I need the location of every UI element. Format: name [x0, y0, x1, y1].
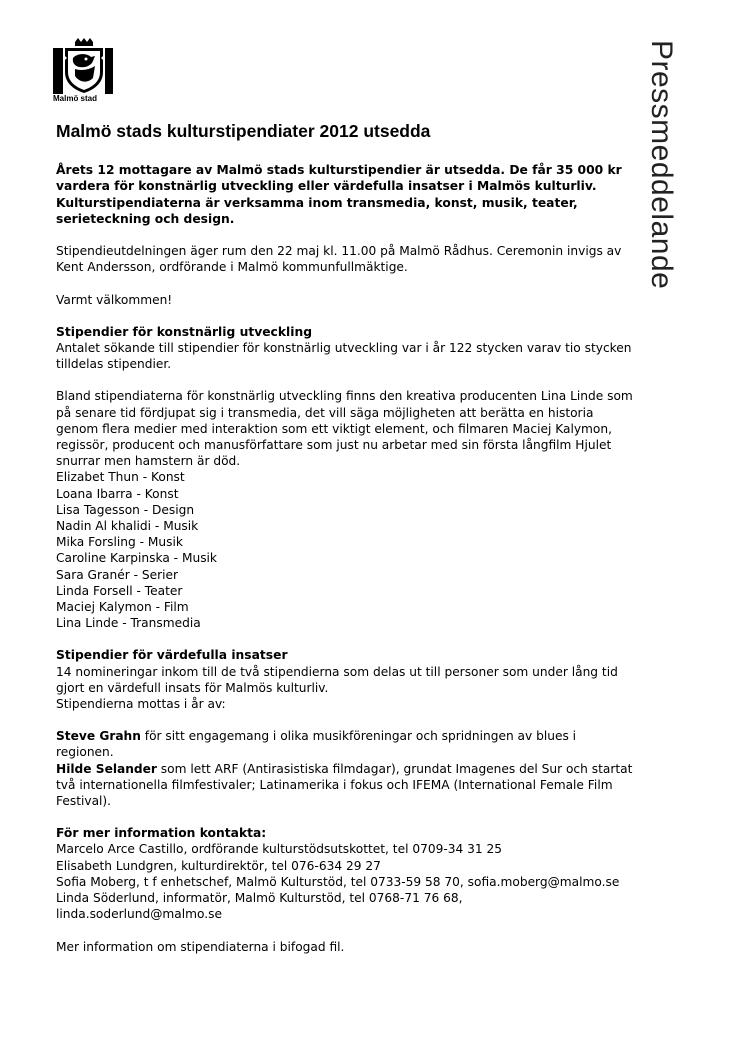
award1-name: Steve Grahn [56, 729, 141, 744]
malmo-stad-logo [53, 38, 113, 94]
section-valuable-text2: Stipendierna mottas i år av: [56, 697, 226, 712]
section-artistic-text1: Antalet sökande till stipendier för konstnärlig utveckling var i år 122 stycken varav tio stycken tilldelas stipendier. [56, 341, 632, 372]
list-item: Linda Forsell - Teater [56, 583, 183, 598]
section-heading-valuable: Stipendier för värdefulla insatser [56, 648, 288, 663]
press-release-body [56, 120, 636, 955]
contact-list [56, 841, 636, 922]
contact-line: Elisabeth Lundgren, kulturdirektör, tel 076-634 29 27 [56, 858, 381, 873]
list-item: Lina Linde - Transmedia [56, 616, 201, 631]
award2-name: Hilde Selander [56, 761, 157, 776]
footer-note: Mer information om stipendiaterna i bifogad fil. [56, 939, 345, 954]
list-item: Sara Granér - Serier [56, 567, 178, 582]
section-valuable-text1: 14 nomineringar inkom till de två stipendierna som delas ut till personer som under lång tid gjort en värdefull insats för Malmös kulturliv. [56, 664, 618, 695]
list-item: Elizabet Thun - Konst [56, 470, 185, 485]
intro-paragraph: Stipendieutdelningen äger rum den 22 maj kl. 11.00 på Malmö Rådhus. Ceremonin invigs av Kent Andersson, ordförande i Malmö kommunfullmäktige. [56, 244, 622, 275]
list-item: Loana Ibarra - Konst [56, 486, 179, 501]
award-steve-grahn [56, 728, 636, 760]
list-item: Lisa Tagesson - Design [56, 502, 195, 517]
contact-line: Linda Söderlund, informatör, Malmö Kulturstöd, tel 0768-71 76 68, [56, 891, 463, 906]
contact-line: Sofia Moberg, t f enhetschef, Malmö Kulturstöd, tel 0733-59 58 70, sofia.moberg@malmo.se [56, 874, 620, 889]
logo-label: Malmö stad [53, 94, 98, 103]
section-heading-artistic: Stipendier för konstnärlig utveckling [56, 324, 313, 339]
award2-text: som lett ARF (Antirasistiska filmdagar), grundat Imagenes del Sur och startat två internationella filmfestivaler; Latinamerika i fokus och IFEMA (International Female Film Festival). [56, 761, 633, 809]
coat-of-arms-icon [53, 38, 113, 94]
page-title: Malmö stads kulturstipendiater 2012 utsedda [56, 121, 431, 141]
welcome-text: Varmt välkommen! [56, 292, 173, 307]
contact-line: Marcelo Arce Castillo, ordförande kulturstödsutskottet, tel 0709-34 31 25 [56, 842, 503, 857]
list-item: Nadin Al khalidi - Musik [56, 519, 199, 534]
recipient-list [56, 469, 636, 631]
contact-line: linda.soderlund@malmo.se [56, 907, 222, 922]
side-title-container [642, 40, 678, 350]
list-item: Maciej Kalymon - Film [56, 600, 189, 615]
side-title: Pressmeddelande [645, 40, 678, 290]
list-item: Caroline Karpinska - Musik [56, 551, 217, 566]
list-item: Mika Forsling - Musik [56, 535, 183, 550]
section-artistic-text2: Bland stipendiaterna för konstnärlig utveckling finns den kreativa producenten Lina Linde som på senare tid fördjupat sig i transmedia, det vill säga möjligheten att berätta en historia genom flera medier med interaktion som ett viktigt element, och filmaren Maciej Kalymon, regissör, producent och manusförfattare som just nu arbetar med sin första långfilm Hjulet snurrar men hamstern är död. [56, 389, 633, 469]
lead-paragraph: Årets 12 mottagare av Malmö stads kulturstipendier är utsedda. De får 35 000 kr vardera för konstnärlig utveckling eller värdefulla insatser i Malmös kulturliv. Kulturstipendiaterna är verksamma inom transmedia, konst, musik, teater, serieteckning och design. [56, 163, 622, 226]
award1-text: för sitt engagemang i olika musikföreningar och spridningen av blues i regionen. [56, 729, 577, 760]
contact-heading: För mer information kontakta: [56, 826, 267, 841]
award-hilde-selander [56, 761, 636, 810]
